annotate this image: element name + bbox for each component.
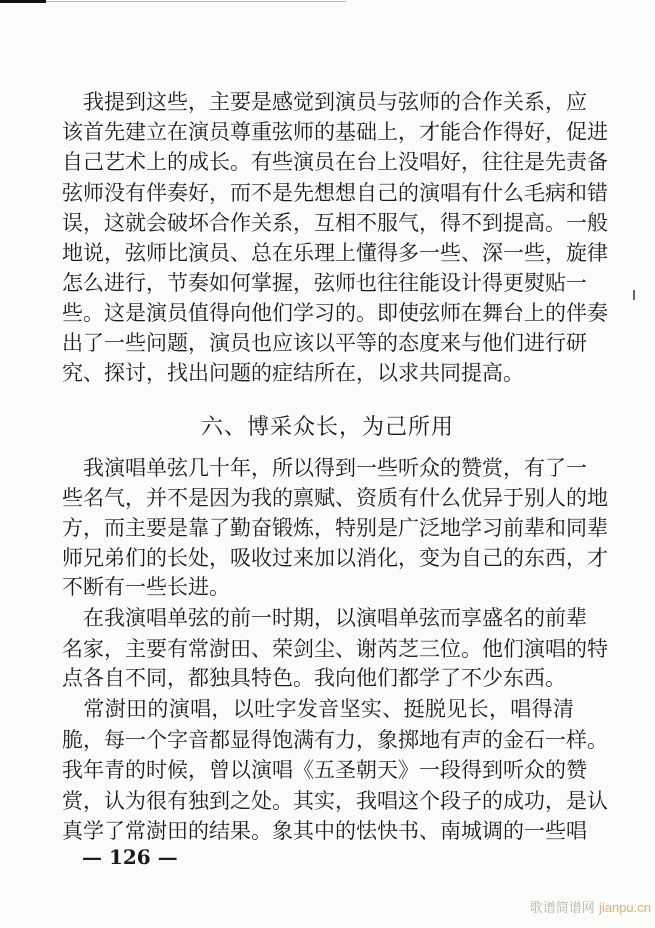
text-line: 误，这就会破坏合作关系，互相不服气，得不到提高。一般 — [62, 211, 608, 235]
page-number: — 126 — — [82, 845, 178, 869]
text-line: 师兄弟们的长处，吸收过来加以消化，变为自己的东西，才 — [62, 546, 608, 570]
text-line: 弦师没有伴奏好，而不是先想想自己的演唱有什么毛病和错 — [62, 181, 608, 205]
text-line: 我提到这些，主要是感觉到演员与弦师的合作关系，应 — [62, 90, 587, 114]
text-line: 地说，弦师比演员、总在乐理上懂得多一些、深一些，旋律 — [62, 241, 608, 265]
text-line: 在我演唱单弦的前一时期，以演唱单弦而享盛名的前辈 — [62, 606, 587, 630]
text-line: 常澍田的演唱，以吐字发音坚实、挺脱见长，唱得清 — [62, 697, 574, 721]
text-line: 出了一些问题，演员也应该以平等的态度来与他们进行研 — [62, 331, 587, 355]
text-line: 怎么进行，节奏如何掌握，弦师也往往能设计得更熨贴一 — [62, 271, 587, 295]
text-line: 些。这是演员值得向他们学习的。即使弦师在舞台上的伴奏 — [62, 301, 608, 325]
watermark-en: jianpu.cn — [598, 900, 651, 915]
text-line: 该首先建立在演员尊重弦师的基础上，才能合作得好，促进 — [62, 120, 608, 144]
text-line: 究、探讨，找出问题的症结所在，以求共同提高。 — [62, 361, 524, 385]
watermark-cn: 歌谱简谱网 — [529, 901, 595, 916]
text-line: 点各自不同，都独具特色。我向他们都学了不少东西。 — [62, 666, 566, 690]
text-line: 我年青的时候，曾以演唱《五圣朝天》一段得到听众的赞 — [62, 758, 587, 782]
text-line: 名家，主要有常澍田、荣剑尘、谢芮芝三位。他们演唱的特 — [62, 637, 608, 661]
text-line: 自己艺术上的成长。有些演员在台上没唱好，往往是先责备 — [62, 150, 608, 174]
scan-speck — [633, 290, 635, 300]
text-line: 些名气，并不是因为我的禀赋、资质有什么优异于别人的地 — [62, 486, 608, 510]
text-line: 真学了常澍田的结果。象其中的怯快书、南城调的一些唱 — [62, 819, 587, 843]
text-line: 方，而主要是靠了勤奋锻炼，特别是广泛地学习前辈和同辈 — [62, 516, 608, 540]
scan-edge-mark — [0, 0, 46, 3]
text-line: 赏，认为很有独到之处。其实，我唱这个段子的成功，是认 — [62, 789, 608, 813]
text-line: 不断有一些长进。 — [62, 575, 230, 599]
text-line: 我演唱单弦几十年，所以得到一些听众的赞赏，有了一 — [62, 456, 587, 480]
watermark — [530, 897, 651, 916]
scan-edge-line — [46, 1, 346, 2]
text-line: 脆，每一个字音都显得饱满有力，象掷地有声的金石一样。 — [62, 728, 608, 752]
section-heading: 六、博采众长，为己所用 — [200, 415, 454, 440]
